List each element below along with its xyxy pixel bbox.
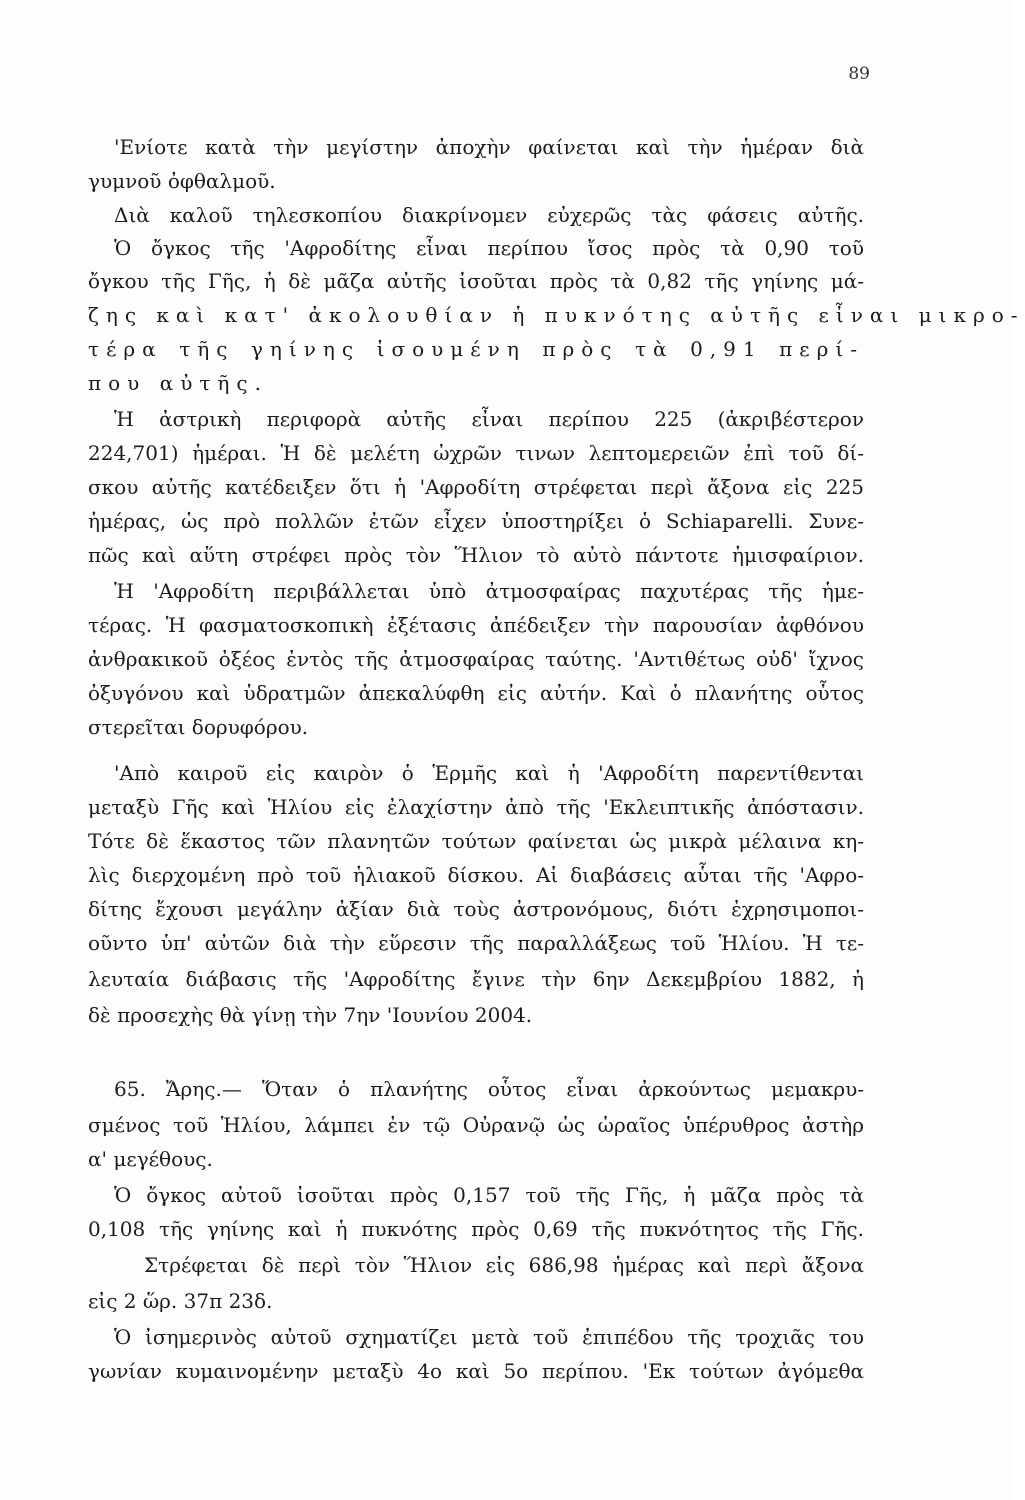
- text-line: σκου αὐτῆς κατέδειξεν ὅτι ἡ 'Αφροδίτη στρέφεται περὶ ἄξονα εἰς 225: [88, 475, 864, 499]
- text-line: ἀνθρακικοῦ ὀξέος ἐντὸς τῆς ἀτμοσφαίρας ταύτης. 'Αντιθέτως οὐδ' ἴχνος: [88, 647, 864, 671]
- text-line: Διὰ καλοῦ τηλεσκοπίου διακρίνομεν εὐχερῶς τὰς φάσεις αὐτῆς.: [114, 203, 864, 227]
- text-line: εἰς 2 ὥρ. 37π 23δ.: [88, 1289, 273, 1313]
- text-line: Στρέφεται δὲ περὶ τὸν Ἥλιον εἰς 686,98 ἡμέρας καὶ περὶ ἄξονα: [144, 1253, 864, 1277]
- text-line: 224,701) ἡμέραι. Ἡ δὲ μελέτη ὠχρῶν τινων λεπτομερειῶν ἐπὶ τοῦ δί-: [88, 441, 864, 465]
- text-line: 'Απὸ καιροῦ εἰς καιρὸν ὁ Ἑρμῆς καὶ ἡ 'Αφροδίτη παρεντίθενται: [114, 761, 864, 785]
- text-line: στερεῖται δορυφόρου.: [88, 715, 309, 739]
- text-line: Ὁ ὄγκος τῆς 'Αφροδίτης εἶναι περίπου ἴσος πρὸς τὰ 0,90 τοῦ: [114, 236, 864, 260]
- text-line: γωνίαν κυμαινομένην μεταξὺ 4ο καὶ 5ο περίπου. 'Εκ τούτων ἀγόμεθα: [88, 1359, 864, 1383]
- page-number: 89: [848, 64, 870, 84]
- text-line: οῦντο ὑπ' αὐτῶν διὰ τὴν εὕρεσιν τῆς παραλλάξεως τοῦ Ἡλίου. Ἡ τε-: [88, 931, 864, 955]
- text-line: γυμνοῦ ὀφθαλμοῦ.: [88, 169, 276, 193]
- text-line: Ἡ 'Αφροδίτη περιβάλλεται ὑπὸ ἀτμοσφαίρας παχυτέρας τῆς ἡμε-: [114, 579, 864, 603]
- text-line: ζης καὶ κατ' ἀκολουθίαν ἡ πυκνότης αὐτῆς εἶναι μικρο-: [88, 303, 1025, 327]
- text-line: 'Ενίοτε κατὰ τὴν μεγίστην ἀποχὴν φαίνεται καὶ τὴν ἡμέραν διὰ: [114, 135, 864, 159]
- text-line: δὲ προσεχὴς θὰ γίνῃ τὴν 7ην 'Ιουνίου 2004.: [88, 1003, 533, 1027]
- text-line: λευταία διάβασις τῆς 'Αφροδίτης ἔγινε τὴν 6ην Δεκεμβρίου 1882, ἡ: [88, 967, 864, 991]
- text-line: που αὐτῆς.: [88, 371, 268, 395]
- text-line: σμένος τοῦ Ἡλίου, λάμπει ἐν τῷ Οὐρανῷ ὡς ὡραῖος ὑπέρυθρος ἀστὴρ: [88, 1113, 864, 1137]
- text-line: α' μεγέθους.: [88, 1147, 213, 1171]
- text-line: τέρα τῆς γηίνης ἰσουμένη πρὸς τὰ 0,91 περί-: [88, 337, 864, 361]
- text-line: τέρας. Ἡ φασματοσκοπικὴ ἐξέτασις ἀπέδειξεν τὴν παρουσίαν ἀφθόνου: [88, 613, 864, 637]
- section-heading-line: 65. Ἄρης.— Ὅταν ὁ πλανήτης οὗτος εἶναι ἀρκούντως μεμακρυ-: [114, 1077, 864, 1101]
- text-line: Ἡ ἀστρικὴ περιφορὰ αὐτῆς εἶναι περίπου 225 (ἀκριβέστερον: [114, 407, 864, 431]
- text-line: λὶς διερχομένη πρὸ τοῦ ἡλιακοῦ δίσκου. Αἱ διαβάσεις αὗται τῆς 'Αφρο-: [88, 863, 864, 887]
- text-line: Ὁ ἰσημερινὸς αὐτοῦ σχηματίζει μετὰ τοῦ ἐπιπέδου τῆς τροχιᾶς του: [114, 1325, 864, 1349]
- text-line: μεταξὺ Γῆς καὶ Ἡλίου εἰς ἐλαχίστην ἀπὸ τῆς 'Εκλειπτικῆς ἀπόστασιν.: [88, 795, 864, 819]
- text-line: ὄγκου τῆς Γῆς, ἡ δὲ μᾶζα αὐτῆς ἰσοῦται πρὸς τὰ 0,82 τῆς γηίνης μά-: [88, 269, 864, 293]
- text-line: Τότε δὲ ἕκαστος τῶν πλανητῶν τούτων φαίνεται ὡς μικρὰ μέλαινα κη-: [88, 829, 864, 853]
- text-line: ὀξυγόνου καὶ ὑδρατμῶν ἀπεκαλύφθη εἰς αὐτήν. Καὶ ὁ πλανήτης οὗτος: [88, 681, 864, 705]
- text-line: 0,108 τῆς γηίνης καὶ ἡ πυκνότης πρὸς 0,69 τῆς πυκνότητος τῆς Γῆς.: [88, 1217, 864, 1241]
- text-line: πῶς καὶ αὕτη στρέφει πρὸς τὸν Ἥλιον τὸ αὐτὸ πάντοτε ἡμισφαίριον.: [88, 543, 864, 567]
- text-line: Ὁ ὄγκος αὐτοῦ ἰσοῦται πρὸς 0,157 τοῦ τῆς Γῆς, ἡ μᾶζα πρὸς τὰ: [114, 1183, 864, 1207]
- text-line: ἡμέρας, ὡς πρὸ πολλῶν ἐτῶν εἶχεν ὑποστηρίξει ὁ Schiaparelli. Συνε-: [88, 509, 864, 533]
- text-line: δίτης ἔχουσι μεγάλην ἀξίαν διὰ τοὺς ἀστρονόμους, διότι ἐχρησιμοποι-: [88, 897, 864, 921]
